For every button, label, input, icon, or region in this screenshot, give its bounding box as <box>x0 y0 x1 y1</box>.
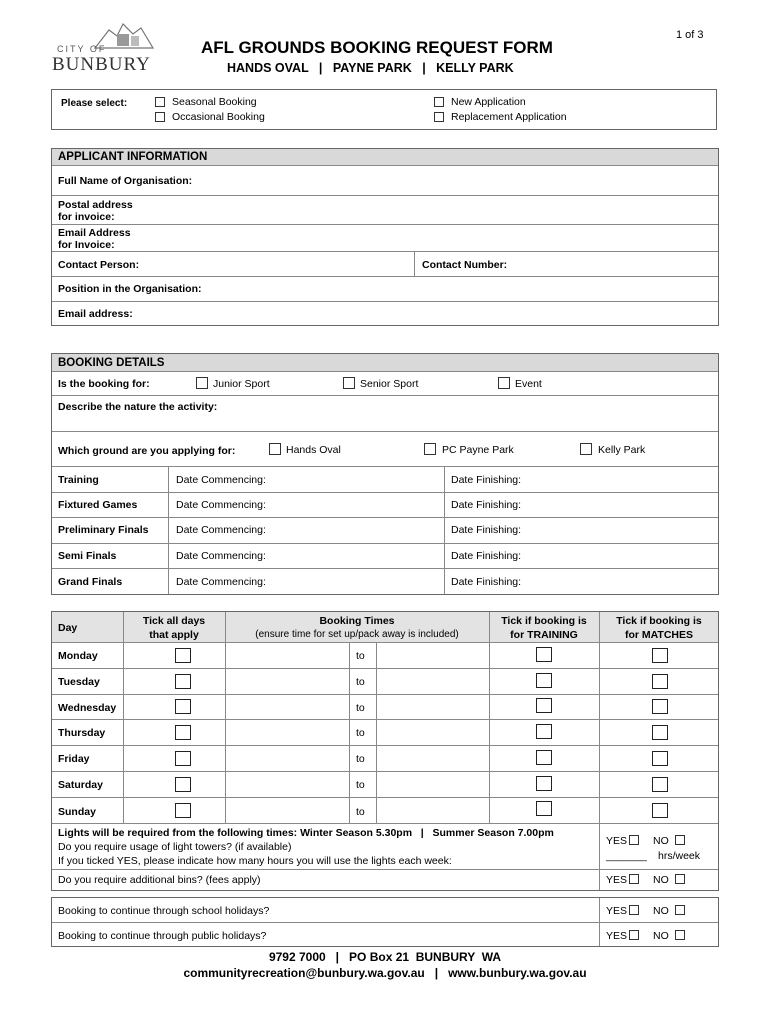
day-label: Saturday <box>58 779 103 791</box>
please-select-label: Please select: <box>61 98 128 109</box>
applicant-heading: APPLICANT INFORMATION <box>52 149 718 166</box>
date-finishing-label: Date Finishing: <box>451 550 522 562</box>
application-type-box <box>51 89 717 130</box>
booking-heading: BOOKING DETAILS <box>52 354 718 372</box>
lights-hours-question: If you ticked YES, please indicate how many hours you will use the lights each week: <box>58 855 452 867</box>
seasonal-booking-checkbox[interactable] <box>155 97 165 107</box>
day-tick-checkbox[interactable] <box>175 674 191 689</box>
public-no-checkbox[interactable] <box>675 930 685 940</box>
lights-usage-question: Do you require usage of light towers? (if available) <box>58 841 292 853</box>
school-holidays-row <box>52 898 718 923</box>
org-name-label: Full Name of Organisation: <box>58 175 193 187</box>
lights-no-checkbox[interactable] <box>675 835 685 845</box>
matches-checkbox[interactable] <box>652 725 668 740</box>
hands-oval-label: Hands Oval <box>286 444 341 456</box>
school-holidays-question: Booking to continue through school holidays? <box>58 905 270 917</box>
day-label: Thursday <box>58 727 106 739</box>
period-label: Training <box>58 474 99 486</box>
training-checkbox[interactable] <box>536 750 552 765</box>
date-finishing-label: Date Finishing: <box>451 474 522 486</box>
day-label: Sunday <box>58 806 96 818</box>
lights-yes-checkbox[interactable] <box>629 835 639 845</box>
matches-checkbox[interactable] <box>652 648 668 663</box>
col-times-header-2: (ensure time for set up/pack away is included) <box>255 629 459 640</box>
senior-sport-label: Senior Sport <box>360 378 419 390</box>
to-label: to <box>356 727 365 739</box>
date-finishing-label: Date Finishing: <box>451 499 522 511</box>
period-dates-table <box>52 467 718 594</box>
training-checkbox[interactable] <box>536 801 552 816</box>
bins-question: Do you require additional bins? (fees apply) <box>58 874 261 886</box>
lights-no-label: NO <box>653 835 669 847</box>
col-matches-header-1: Tick if booking is <box>616 615 702 627</box>
senior-sport-checkbox[interactable] <box>343 377 355 389</box>
period-row-fixtured-games[interactable] <box>52 493 718 518</box>
postal-address-label-2: for invoice: <box>58 211 115 223</box>
schedule-table <box>51 611 719 891</box>
public-holidays-row <box>52 923 718 947</box>
replacement-application-checkbox[interactable] <box>434 112 444 122</box>
applicant-information-section <box>51 148 719 326</box>
matches-checkbox[interactable] <box>652 777 668 792</box>
col-training-header-1: Tick if booking is <box>501 615 587 627</box>
ground-row <box>52 432 718 467</box>
date-finishing-label: Date Finishing: <box>451 524 522 536</box>
col-training-header-2: for TRAINING <box>510 629 578 641</box>
contact-row[interactable] <box>52 252 718 277</box>
logo-bunbury-text: BUNBURY <box>52 54 151 75</box>
day-tick-checkbox[interactable] <box>175 751 191 766</box>
day-row-tuesday <box>52 669 718 695</box>
lights-hours-unit: hrs/week <box>658 850 701 862</box>
email-invoice-label-2: for Invoice: <box>58 239 115 251</box>
ground-question-label: Which ground are you applying for: <box>58 445 236 457</box>
matches-checkbox[interactable] <box>652 803 668 818</box>
page-number: 1 of 3 <box>676 29 704 41</box>
bins-yes-checkbox[interactable] <box>629 874 639 884</box>
occasional-booking-checkbox[interactable] <box>155 112 165 122</box>
to-label: to <box>356 702 365 714</box>
date-commencing-label: Date Commencing: <box>176 576 266 588</box>
day-label: Wednesday <box>58 702 117 714</box>
date-commencing-label: Date Commencing: <box>176 524 266 536</box>
describe-row[interactable] <box>52 396 718 432</box>
contact-person-label: Contact Person: <box>58 259 140 271</box>
day-row-wednesday <box>52 695 718 720</box>
postal-address-row[interactable] <box>52 196 718 225</box>
day-tick-checkbox[interactable] <box>175 648 191 663</box>
lights-yes-label: YES <box>606 835 628 847</box>
new-application-checkbox[interactable] <box>434 97 444 107</box>
col-tick-header-1: Tick all days <box>142 615 206 627</box>
public-yes-label: YES <box>606 930 628 942</box>
day-tick-checkbox[interactable] <box>175 725 191 740</box>
col-matches-header-2: for MATCHES <box>624 629 694 641</box>
day-row-thursday <box>52 720 718 746</box>
bins-divider <box>599 870 600 890</box>
period-row-training[interactable] <box>52 467 718 493</box>
contact-divider <box>414 252 415 276</box>
period-label: Semi Finals <box>58 550 117 562</box>
replacement-application-label: Replacement Application <box>451 111 567 123</box>
form-title: AFL GROUNDS BOOKING REQUEST FORM <box>201 38 553 57</box>
footer-contact: 9792 7000 | PO Box 21 BUNBURY WA <box>268 950 502 964</box>
booking-for-label: Is the booking for: <box>58 378 150 390</box>
day-tick-checkbox[interactable] <box>175 803 191 818</box>
to-label: to <box>356 806 365 818</box>
footer-web: communityrecreation@bunbury.wa.gov.au | www.bunbury.wa.gov.au <box>183 966 587 980</box>
occasional-booking-label: Occasional Booking <box>172 111 265 123</box>
bins-row <box>52 870 718 890</box>
pc-payne-park-label: PC Payne Park <box>442 444 514 456</box>
training-checkbox[interactable] <box>536 698 552 713</box>
city-logo <box>52 20 152 76</box>
day-label: Friday <box>58 753 90 765</box>
postal-address-label-1: Postal address <box>58 199 133 211</box>
position-row[interactable] <box>52 277 718 302</box>
period-label: Grand Finals <box>58 576 123 588</box>
training-checkbox[interactable] <box>536 647 552 662</box>
date-commencing-label: Date Commencing: <box>176 499 266 511</box>
day-tick-checkbox[interactable] <box>175 777 191 792</box>
day-label: Monday <box>58 650 98 662</box>
date-commencing-label: Date Commencing: <box>176 474 266 486</box>
day-row-monday <box>52 643 718 669</box>
describe-label: Describe the nature the activity: <box>58 401 218 413</box>
day-row-saturday <box>52 772 718 798</box>
seasonal-booking-label: Seasonal Booking <box>172 96 257 108</box>
col-times-header-1: Booking Times <box>319 615 395 627</box>
col-tick-header-2: that apply <box>149 629 199 641</box>
day-label: Tuesday <box>58 676 100 688</box>
lights-divider <box>599 824 600 869</box>
public-yes-checkbox[interactable] <box>629 930 639 940</box>
training-checkbox[interactable] <box>536 724 552 739</box>
bins-yes-label: YES <box>606 874 628 886</box>
position-label: Position in the Organisation: <box>58 283 202 295</box>
form-subtitle: HANDS OVAL | PAYNE PARK | KELLY PARK <box>227 61 514 75</box>
lights-row <box>52 824 718 870</box>
pc-payne-park-checkbox[interactable] <box>424 443 436 455</box>
booking-details-section <box>51 353 719 595</box>
school-yes-checkbox[interactable] <box>629 905 639 915</box>
bins-no-checkbox[interactable] <box>675 874 685 884</box>
day-row-sunday <box>52 798 718 824</box>
to-label: to <box>356 676 365 688</box>
col-day-header: Day <box>58 622 78 634</box>
day-row-friday <box>52 746 718 772</box>
junior-sport-checkbox[interactable] <box>196 377 208 389</box>
matches-checkbox[interactable] <box>652 674 668 689</box>
school-no-checkbox[interactable] <box>675 905 685 915</box>
holidays-table <box>51 897 719 947</box>
lights-hours-blank[interactable]: _______ <box>606 850 647 862</box>
kelly-park-label: Kelly Park <box>598 444 646 456</box>
junior-sport-label: Junior Sport <box>213 378 270 390</box>
period-row-preliminary-finals[interactable] <box>52 518 718 544</box>
org-name-row[interactable] <box>52 166 718 196</box>
to-label: to <box>356 753 365 765</box>
booking-for-row <box>52 372 718 396</box>
contact-number-label: Contact Number: <box>422 259 508 271</box>
public-holidays-question: Booking to continue through public holidays? <box>58 930 267 942</box>
email-label: Email address: <box>58 308 133 320</box>
lights-times-text: Lights will be required from the following times: Winter Season 5.30pm | Summer Season 7.00pm <box>58 827 554 839</box>
training-checkbox[interactable] <box>536 776 552 791</box>
date-commencing-label: Date Commencing: <box>176 550 266 562</box>
event-checkbox[interactable] <box>498 377 510 389</box>
matches-checkbox[interactable] <box>652 699 668 714</box>
to-label: to <box>356 779 365 791</box>
email-invoice-label-1: Email Address <box>58 227 131 239</box>
email-row[interactable] <box>52 302 718 325</box>
new-application-label: New Application <box>451 96 526 108</box>
matches-checkbox[interactable] <box>652 751 668 766</box>
email-invoice-row[interactable] <box>52 225 718 252</box>
logo-city-text: CITY OF <box>57 44 107 54</box>
school-yes-label: YES <box>606 905 628 917</box>
kelly-park-checkbox[interactable] <box>580 443 592 455</box>
period-row-semi-finals[interactable] <box>52 544 718 569</box>
day-tick-checkbox[interactable] <box>175 699 191 714</box>
period-row-grand-finals[interactable] <box>52 569 718 594</box>
date-finishing-label: Date Finishing: <box>451 576 522 588</box>
hands-oval-checkbox[interactable] <box>269 443 281 455</box>
bins-no-label: NO <box>653 874 669 886</box>
training-checkbox[interactable] <box>536 673 552 688</box>
public-no-label: NO <box>653 930 669 942</box>
event-label: Event <box>515 378 542 390</box>
school-no-label: NO <box>653 905 669 917</box>
to-label: to <box>356 650 365 662</box>
period-label: Preliminary Finals <box>58 524 149 536</box>
period-label: Fixtured Games <box>58 499 138 511</box>
